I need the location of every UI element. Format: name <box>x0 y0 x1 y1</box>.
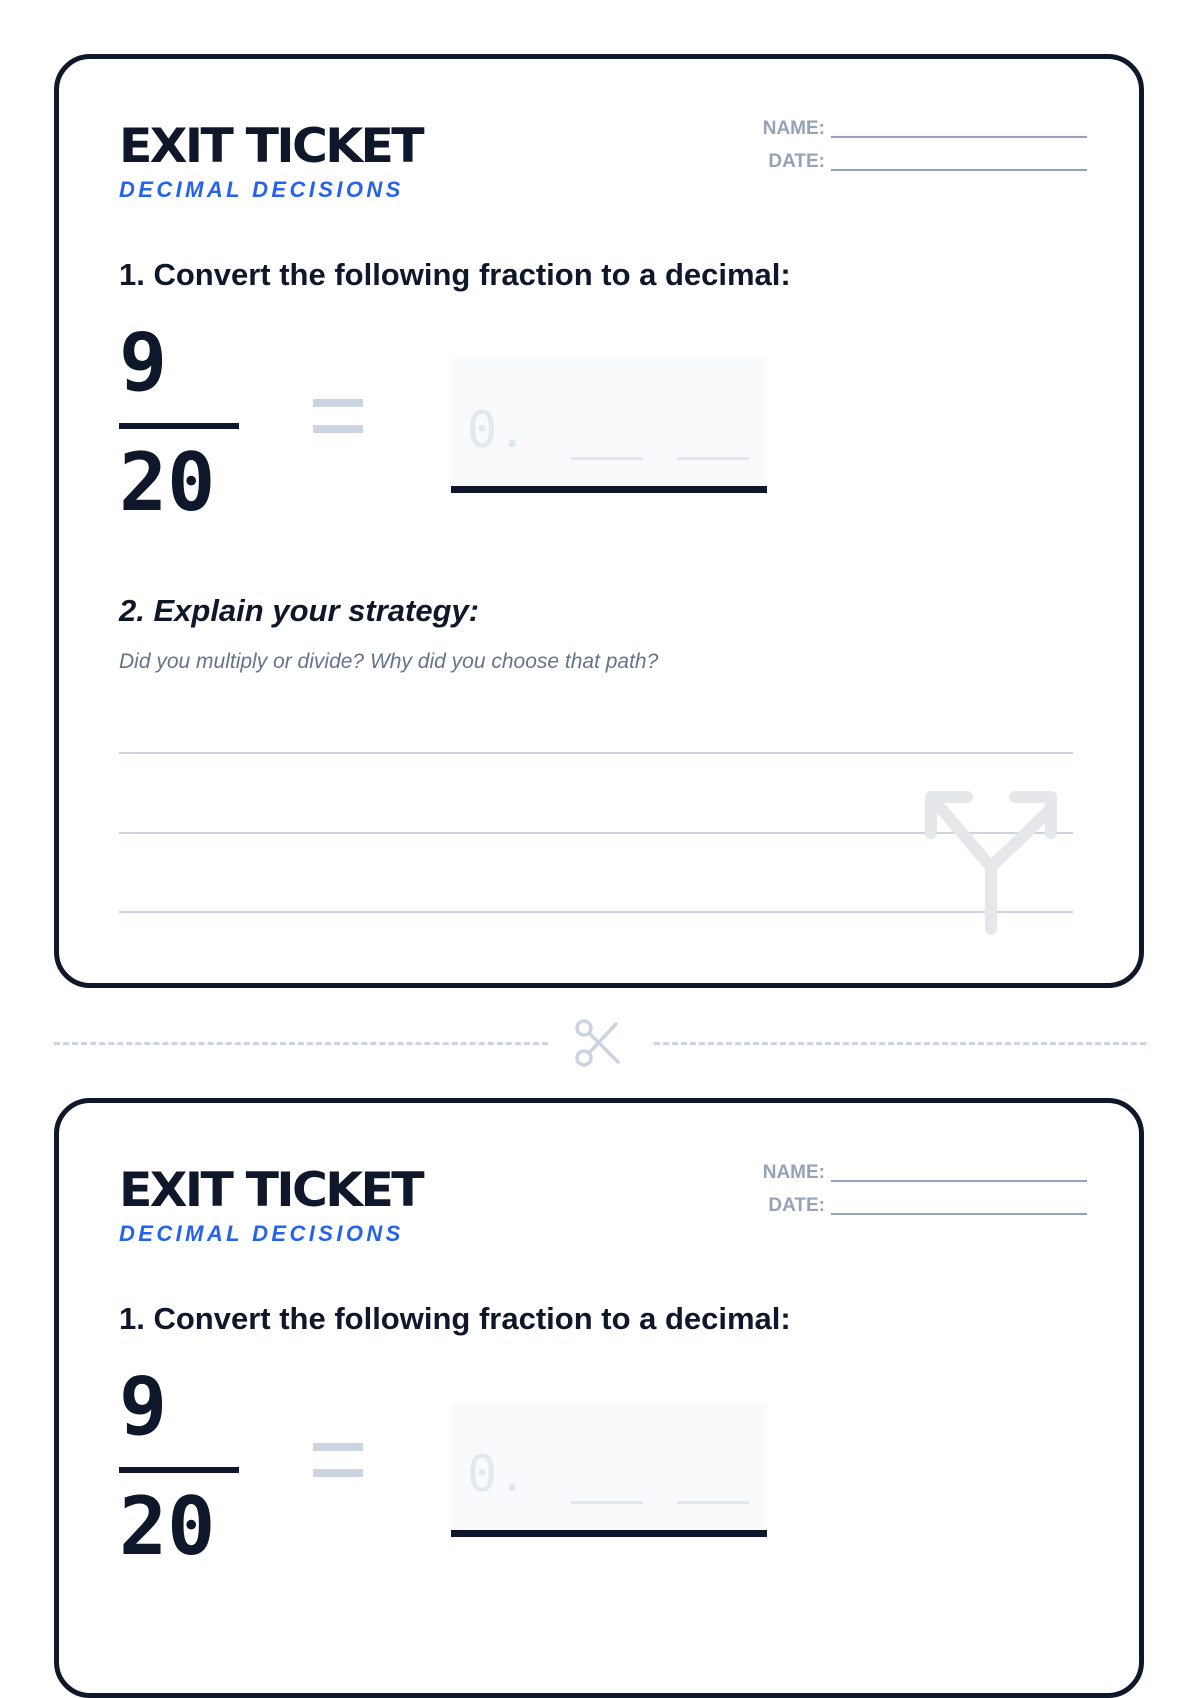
ticket-subtitle: DECIMAL DECISIONS <box>119 177 404 202</box>
numerator: 9 <box>119 1360 168 1453</box>
ticket-title: EXIT TICKET <box>119 1163 423 1218</box>
answer-blank-tenths <box>571 457 643 460</box>
fraction-bar <box>119 1467 239 1473</box>
ticket-subtitle: DECIMAL DECISIONS <box>119 1221 404 1246</box>
answer-box[interactable] <box>451 359 767 493</box>
answer-blank-tenths <box>571 1501 643 1504</box>
equals-icon <box>313 399 363 433</box>
cut-line <box>654 1042 1146 1045</box>
numerator: 9 <box>119 316 168 409</box>
name-label: NAME: <box>762 1162 825 1183</box>
fraction-bar <box>119 423 239 429</box>
name-line[interactable] <box>831 120 1087 138</box>
denominator: 20 <box>119 1480 216 1573</box>
answer-blank-hundredths <box>677 457 749 460</box>
writing-line[interactable] <box>119 752 1073 754</box>
cut-line <box>54 1042 548 1045</box>
answer-prefix: 0. <box>467 1445 528 1503</box>
equals-icon <box>313 1443 363 1477</box>
name-field[interactable] <box>745 1163 1087 1182</box>
exit-ticket-card <box>54 1098 1144 1698</box>
denominator: 20 <box>119 436 216 529</box>
answer-box[interactable] <box>451 1403 767 1537</box>
question-1: 1. Convert the following fraction to a decimal: <box>119 257 791 292</box>
date-field[interactable] <box>745 152 1087 171</box>
question-1: 1. Convert the following fraction to a decimal: <box>119 1301 791 1336</box>
question-2: 2. Explain your strategy: <box>119 593 480 628</box>
date-field[interactable] <box>745 1196 1087 1215</box>
fork-arrow-icon <box>921 789 1061 939</box>
name-line[interactable] <box>831 1164 1087 1182</box>
ticket-title: EXIT TICKET <box>119 119 423 174</box>
name-field[interactable] <box>745 119 1087 138</box>
date-line[interactable] <box>831 1197 1087 1215</box>
scissors-icon <box>574 1018 624 1068</box>
date-label: DATE: <box>768 1195 825 1216</box>
answer-blank-hundredths <box>677 1501 749 1504</box>
answer-prefix: 0. <box>467 401 528 459</box>
name-label: NAME: <box>762 118 825 139</box>
date-label: DATE: <box>768 151 825 172</box>
question-2-hint: Did you multiply or divide? Why did you choose that path? <box>119 650 659 673</box>
date-line[interactable] <box>831 153 1087 171</box>
exit-ticket-card <box>54 54 1144 988</box>
